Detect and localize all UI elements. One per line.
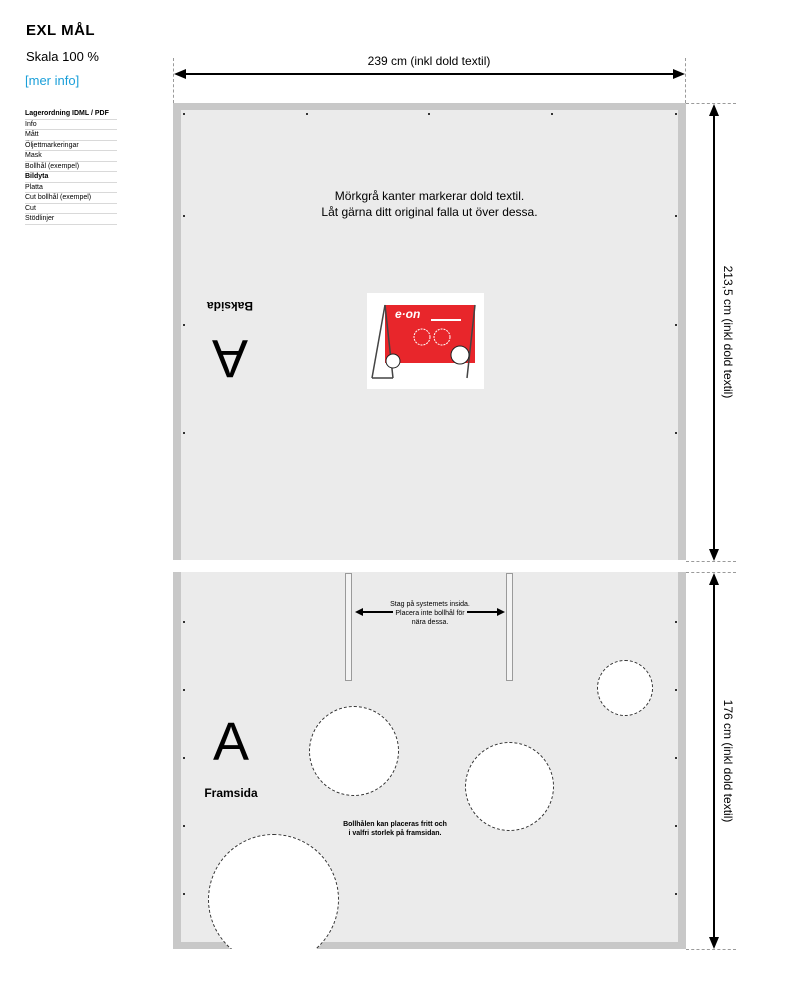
back-marker (200, 285, 260, 388)
eyelet-marker (675, 432, 677, 434)
layer-item: Cut (25, 204, 117, 215)
product-preview-image (367, 293, 484, 389)
front-height-arrow-top (709, 573, 719, 585)
layer-item: Öljettmarkeringar (25, 141, 117, 152)
eyelet-marker (306, 113, 308, 115)
hidden-textile-note-line2: Låt gärna ditt original falla ut över dessa. (321, 205, 538, 219)
back-height-arrow-bottom (709, 549, 719, 561)
eyelet-marker (675, 113, 677, 115)
eyelet-marker (551, 113, 553, 115)
layer-item: Mask (25, 151, 117, 162)
eyelet-marker (183, 324, 185, 326)
back-height-dimension-line (713, 110, 715, 554)
eyelet-marker (428, 113, 430, 115)
width-arrow-left (174, 69, 186, 79)
layer-item: Stödlinjer (25, 214, 117, 225)
front-extension-bottom (686, 949, 736, 950)
front-side-label: Framsida (204, 786, 258, 800)
stag-note-line1: Stag på systemets insida. (390, 601, 470, 608)
layer-item: Lagerordning IDML / PDF (25, 109, 117, 120)
front-height-label: 176 cm (inkl dold textil) (721, 699, 735, 823)
stag-note-line2: Placera inte bollhål för (395, 610, 465, 617)
eyelet-marker (183, 432, 185, 434)
back-side-label: Baksida (206, 299, 254, 313)
front-height-arrow-bottom (709, 937, 719, 949)
preview-logo: e·on (395, 307, 421, 321)
ball-hole (208, 834, 339, 949)
back-letter: A (211, 328, 249, 388)
width-arrow-right (673, 69, 685, 79)
front-letter: A (212, 712, 250, 772)
width-extension-right (685, 58, 686, 103)
layer-list (25, 109, 117, 225)
holes-note-line1: Bollhålen kan placeras fritt och (343, 821, 447, 828)
back-height-arrow-top (709, 104, 719, 116)
layer-item: Mått (25, 130, 117, 141)
layer-item: Bildyta (25, 172, 117, 183)
layer-item: Platta (25, 183, 117, 194)
layer-item: Cut bollhål (exempel) (25, 193, 117, 204)
layer-item: Bollhål (exempel) (25, 162, 117, 173)
width-dimension-line (180, 73, 678, 75)
product-preview-graphic (367, 293, 484, 389)
front-height-dimension-line (713, 579, 715, 942)
holes-note-line2: i valfri storlek på framsidan. (348, 830, 442, 837)
hidden-textile-note (181, 188, 678, 220)
more-info-link[interactable]: [mer info] (25, 73, 80, 88)
layer-item: Info (25, 120, 117, 131)
hidden-textile-note-line1: Mörkgrå kanter markerar dold textil. (334, 189, 525, 203)
back-height-label: 213,5 cm (inkl dold textil) (721, 265, 735, 399)
holes-note (325, 820, 465, 838)
width-dimension-label: 239 cm (inkl dold textil) (367, 54, 491, 68)
back-extension-bottom (686, 561, 736, 562)
eyelet-marker (675, 324, 677, 326)
scale-label: Skala 100 % (26, 49, 99, 64)
page-title: EXL MÅL (26, 22, 96, 39)
eyelet-marker (183, 113, 185, 115)
stag-note-line3: nära dessa. (411, 619, 449, 626)
